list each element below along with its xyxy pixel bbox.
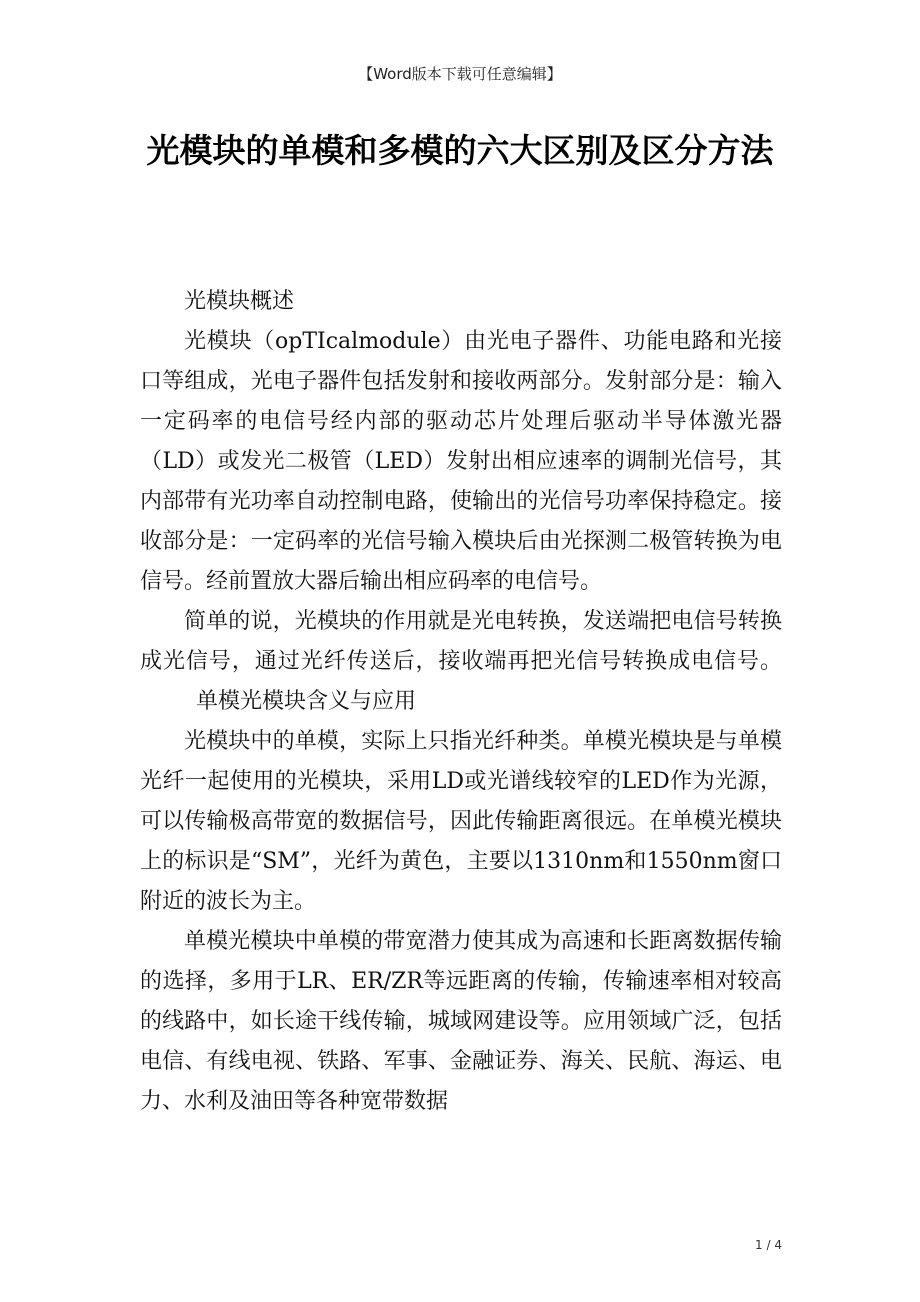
document-title: 光模块的单模和多模的六大区别及区分方法: [146, 131, 774, 170]
section-heading-single-mode: 单模光模块含义与应用: [196, 689, 417, 714]
paragraph-3: 光模块中的单模，实际上只指光纤种类。单模光模块是与单模光纤一起使用的光模块，采用LD或光谱线较窄的LED作为光源，可以传输极高带宽的数据信号，因此传输距离很远。在单模光模块上的标识是“SM”，光纤为黄色，主要以1310nm和1550nm窗口附近的波长为主。: [140, 729, 782, 914]
header-note: 【Word版本下载可任意编辑】: [358, 65, 562, 83]
paragraph-4: 单模光模块中单模的带宽潜力使其成为高速和长距离数据传输的选择，多用于LR、ER/ZR等远距离的传输，传输速率相对较高的线路中，如长途干线传输，城域网建设等。应用领域广泛，包括电信、有线电视、铁路、军事、金融证券、海关、民航、海运、电力、水利及油田等各种宽带数据: [140, 929, 782, 1114]
page-number: 1 / 4: [755, 1238, 782, 1252]
paragraph-1: 光模块（opTIcalmodule）由光电子器件、功能电路和光接口等组成，光电子器件包括发射和接收两部分。发射部分是：输入一定码率的电信号经内部的驱动芯片处理后驱动半导体激光器（LD）或发光二极管（LED）发射出相应速率的调制光信号，其内部带有光功率自动控制电路，使输出的光信号功率保持稳定。接收部分是：一定码率的光信号输入模块后由光探测二极管转换为电信号。经前置放大器后输出相应码率的电信号。: [140, 329, 782, 594]
document-body: [140, 282, 782, 1122]
paragraph-2: [140, 602, 782, 722]
paragraph-2-text: 简单的说，光模块的作用就是光电转换，发送端把电信号转换成光信号，通过光纤传送后，接收端再把光信号转换成电信号。: [140, 609, 782, 674]
section-heading-overview: 光模块概述: [184, 289, 295, 314]
